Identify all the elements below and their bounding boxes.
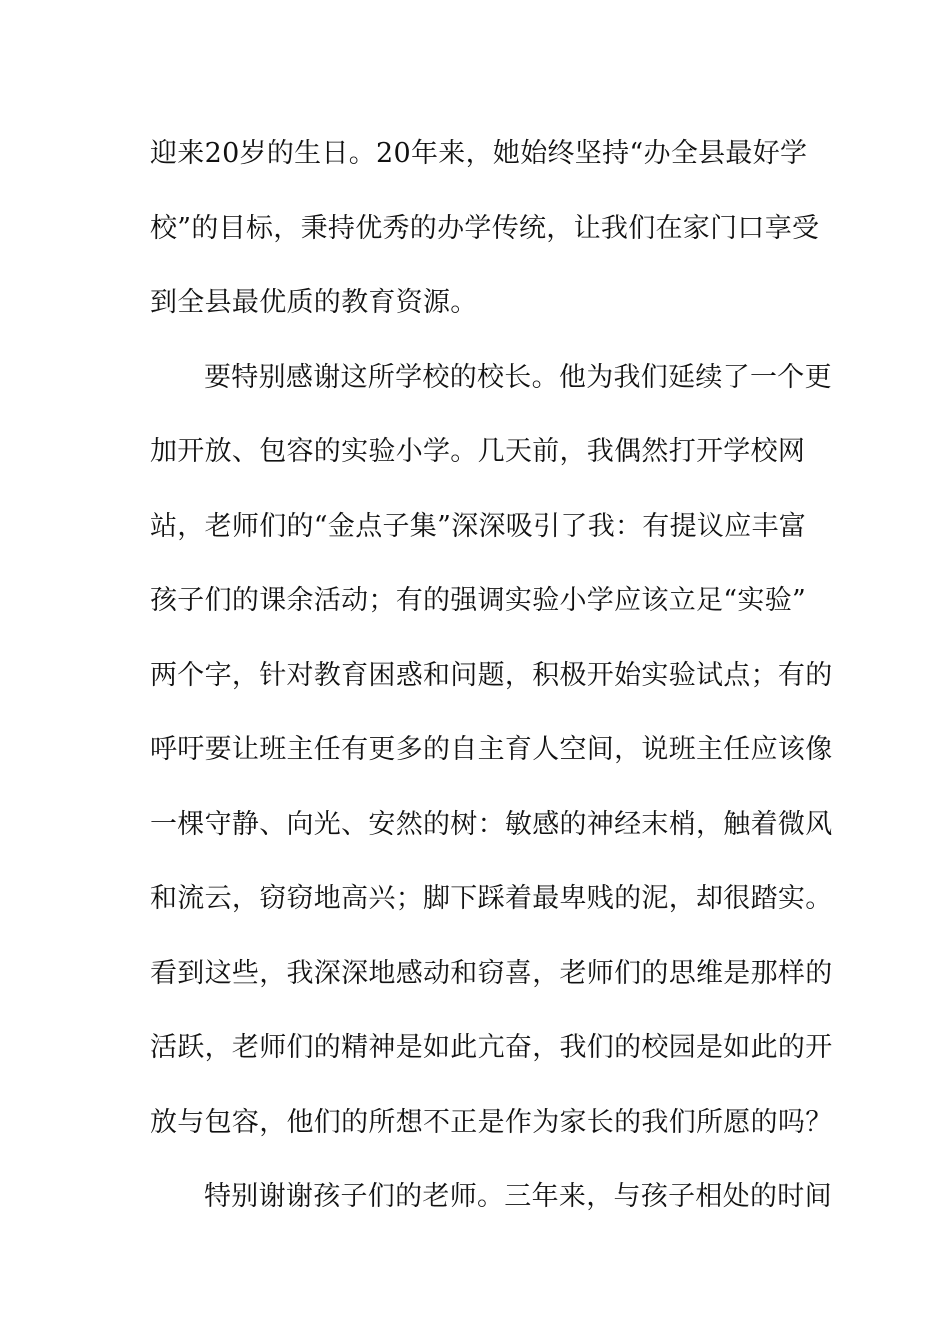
text-line: 看到这些，我深深地感动和窃喜，老师们的思维是那样的 xyxy=(150,957,833,989)
body-text xyxy=(150,127,833,1245)
text-line: 两个字，针对教育困惑和问题，积极开始实验试点；有的 xyxy=(150,659,833,691)
text-line: 一棵守静、向光、安然的树：敏感的神经末梢，触着微风 xyxy=(150,808,833,840)
text-line: 站，老师们的“金点子集”深深吸引了我：有提议应丰富 xyxy=(150,510,807,542)
text-line: 和流云，窃窃地高兴；脚下踩着最卑贱的泥，却很踏实。 xyxy=(150,883,833,914)
text-line: 校”的目标，秉持优秀的办学传统，让我们在家门口享受 xyxy=(150,212,820,244)
text-line: 到全县最优质的教育资源。 xyxy=(150,287,478,318)
text-line: 孩子们的课余活动；有的强调实验小学应该立足“实验” xyxy=(150,585,807,616)
text-line: 呼吁要让班主任有更多的自主育人空间，说班主任应该像 xyxy=(150,734,833,765)
text-line: 迎来20岁的生日。20年来，她始终坚持“办全县最好学 xyxy=(150,138,808,169)
text-line: 放与包容，他们的所想不正是作为家长的我们所愿的吗？ xyxy=(150,1106,833,1138)
paragraph-first-line: 特别谢谢孩子们的老师。三年来，与孩子相处的时间 xyxy=(204,1181,832,1212)
text-line: 活跃，老师们的精神是如此亢奋，我们的校园是如此的开 xyxy=(150,1032,833,1063)
paragraph-first-line: 要特别感谢这所学校的校长。他为我们延续了一个更 xyxy=(204,361,832,393)
text-line: 加开放、包容的实验小学。几天前，我偶然打开学校网 xyxy=(150,436,806,467)
